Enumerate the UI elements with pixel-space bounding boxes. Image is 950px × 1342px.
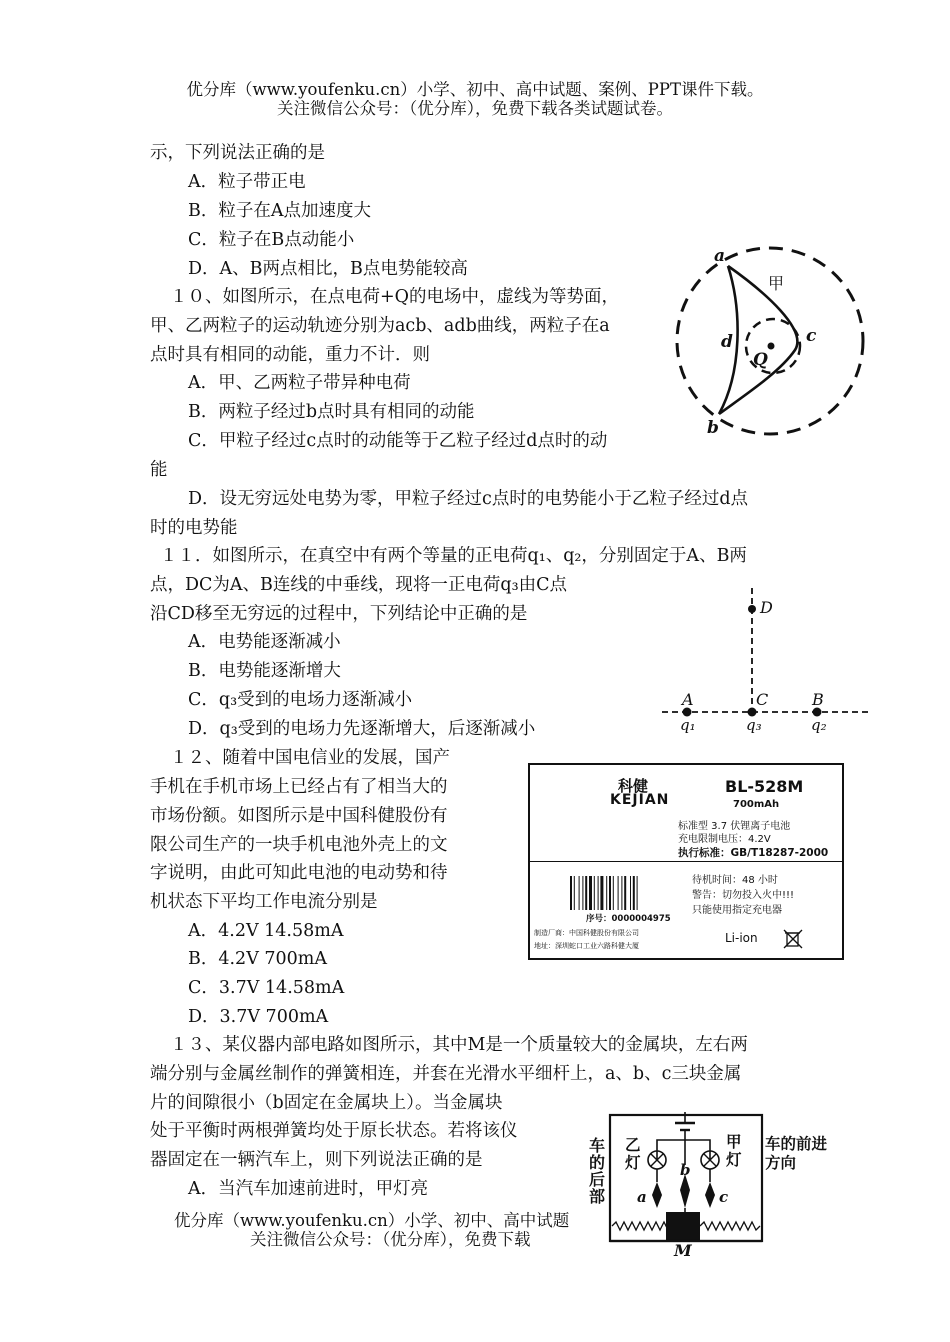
battery-maker-2: 地址：深圳蛇口工业六路科健大厦 <box>534 942 639 950</box>
spring-left <box>612 1222 672 1230</box>
battery-spec-1: 标准型 3.7 伏锂离子电池 <box>678 821 791 832</box>
battery-warning-1: 警告：切勿投入火中!!! <box>692 890 795 901</box>
page-footer-line-2: 关注微信公众号：（优分库），免费下载 <box>250 1230 531 1249</box>
battery-spec-2: 充电限制电压：4.2V <box>678 834 771 845</box>
q9-option-d: D．A、B两点相比，B点电势能较高 <box>188 259 468 279</box>
metal-block-M <box>666 1212 700 1240</box>
q10-stem-line-3: 点时具有相同的动能，重力不计．则 <box>150 345 430 365</box>
q12-option-a: A．4.2V 14.58mA <box>188 921 344 941</box>
q11-label-q2: q₂ <box>811 716 827 734</box>
spring-right <box>700 1222 760 1230</box>
battery-liion: Li-ion <box>725 931 758 945</box>
battery-brand-cn: 科健 <box>618 777 649 795</box>
contact-b <box>680 1174 690 1208</box>
q13-stem-line-4: 处于平衡时两根弹簧均处于原长状态。若将该仪 <box>150 1121 518 1141</box>
q13-label-a: a <box>637 1188 647 1206</box>
q10-stem-line-2: 甲、乙两粒子的运动轨迹分别为acb、adb曲线，两粒子在a <box>150 316 610 336</box>
q10-option-c: C．甲粒子经过c点时的动能等于乙粒子经过d点时的动 <box>188 431 608 451</box>
q11-option-b: B．电势能逐渐增大 <box>188 661 341 681</box>
q12-option-d: D．3.7V 700mA <box>188 1007 329 1027</box>
q12-stem-line-2: 手机在手机市场上已经占有了相当大的 <box>150 777 448 797</box>
q13-stem-line-5: 器固定在一辆汽车上，则下列说法正确的是 <box>150 1150 483 1170</box>
q11-stem-line-3: 沿CD移至无穷远的过程中，下列结论中正确的是 <box>150 604 528 624</box>
q12-stem-line-1: １２、随着中国电信业的发展，国产 <box>170 748 450 768</box>
q11-stem-line-2: 点，DC为A、B连线的中垂线，现将一正电荷q₃由C点 <box>150 575 568 595</box>
q9-stem: 示，下列说法正确的是 <box>150 143 325 163</box>
q13-label-c: c <box>719 1188 729 1206</box>
q13-stem-line-3: 片的间隙很小（b固定在金属块上）。当金属块 <box>150 1093 503 1113</box>
q11-option-a: A．电势能逐渐减小 <box>188 632 341 652</box>
page-header-line-1: 优分库（www.youfenku.cn）小学、初中、高中试题、案例、PPT课件下载。 <box>186 80 764 99</box>
battery-standby: 待机时间：48 小时 <box>692 875 778 886</box>
q11-label-q1: q₁ <box>680 716 696 734</box>
q11-stem-line-1: １１．如图所示，在真空中有两个等量的正电荷q₁、q₂，分别固定于A、B两 <box>160 546 747 566</box>
page-header-line-2: 关注微信公众号：（优分库），免费下载各类试题试卷。 <box>277 99 673 118</box>
q13-label-b: b <box>680 1161 691 1179</box>
q11-label-C: C <box>756 690 769 709</box>
q13-label-jia-lamp: 甲灯 <box>726 1132 742 1169</box>
q13-label-front: 车的前进方向 <box>765 1134 828 1172</box>
q11-label-B: B <box>812 690 824 709</box>
q9-option-a: A．粒子带正电 <box>188 172 306 192</box>
q10-stem-line-1: １０、如图所示，在点电荷+Q的电场中，虚线为等势面， <box>170 287 620 307</box>
q13-label-rear: 车的后部 <box>589 1136 606 1206</box>
q11-label-A: A <box>682 690 694 709</box>
q12-option-b: B．4.2V 700mA <box>188 949 328 969</box>
q9-option-c: C．粒子在B点动能小 <box>188 230 355 250</box>
q11-label-q3: q₃ <box>746 716 762 734</box>
q12-stem-line-3: 市场份额。如图所示是中国科健股份有 <box>150 806 448 826</box>
q12-stem-line-4: 限公司生产的一块手机电池外壳上的文 <box>150 835 448 855</box>
q12-stem-line-5: 字说明，由此可知此电池的电动势和待 <box>150 863 448 883</box>
contact-a <box>652 1182 662 1208</box>
q13-label-yi-lamp: 乙灯 <box>625 1135 641 1172</box>
q13-stem-line-2: 端分别与金属丝制作的弹簧相连，并套在光滑水平细杆上，a、b、c三块金属 <box>150 1064 742 1084</box>
q10-option-a: A．甲、乙两粒子带异种电荷 <box>188 373 411 393</box>
q10-option-d-cont: 时的电势能 <box>150 518 238 538</box>
q11-option-c: C．q₃受到的电场力逐渐减小 <box>188 690 413 710</box>
q12-stem-line-6: 机状态下平均工作电流分别是 <box>150 892 378 912</box>
q10-option-c-cont: 能 <box>150 460 168 480</box>
battery-model: BL-528M <box>725 777 804 796</box>
page-footer-line-1: 优分库（www.youfenku.cn）小学、初中、高中试题 <box>174 1211 570 1230</box>
q10-label-jia: 甲 <box>768 274 785 293</box>
q11-label-D: D <box>760 598 773 617</box>
q13-stem-line-1: １３、某仪器内部电路如图所示，其中M是一个质量较大的金属块，左右两 <box>170 1035 748 1055</box>
q12-option-c: C．3.7V 14.58mA <box>188 978 345 998</box>
q9-option-b: B．粒子在A点加速度大 <box>188 201 371 221</box>
q10-option-d: D．设无穷远处电势为零，甲粒子经过c点时的电势能小于乙粒子经过d点 <box>188 489 749 509</box>
battery-serial: 序号：0000004975 <box>586 914 671 924</box>
q10-label-d: d <box>721 332 733 352</box>
q10-label-b: b <box>707 418 719 438</box>
contact-c <box>705 1182 715 1208</box>
battery-spec-3: 执行标准：GB/T18287-2000 <box>678 847 829 859</box>
q13-option-a: A．当汽车加速前进时，甲灯亮 <box>188 1179 429 1199</box>
battery-brand-en: KEJIAN <box>610 792 670 808</box>
q13-label-M: M <box>674 1241 692 1260</box>
battery-capacity: 700mAh <box>733 799 780 810</box>
q10-label-a: a <box>714 246 726 266</box>
q10-label-Q: Q <box>753 350 768 370</box>
q10-option-b: B．两粒子经过b点时具有相同的动能 <box>188 402 475 422</box>
q11-option-d: D．q₃受到的电场力先逐渐增大，后逐渐减小 <box>188 719 536 739</box>
battery-warning-2: 只能使用指定充电器 <box>692 905 782 916</box>
q10-label-c: c <box>806 326 817 346</box>
battery-maker-1: 制造厂商：中国科健股份有限公司 <box>534 929 639 937</box>
